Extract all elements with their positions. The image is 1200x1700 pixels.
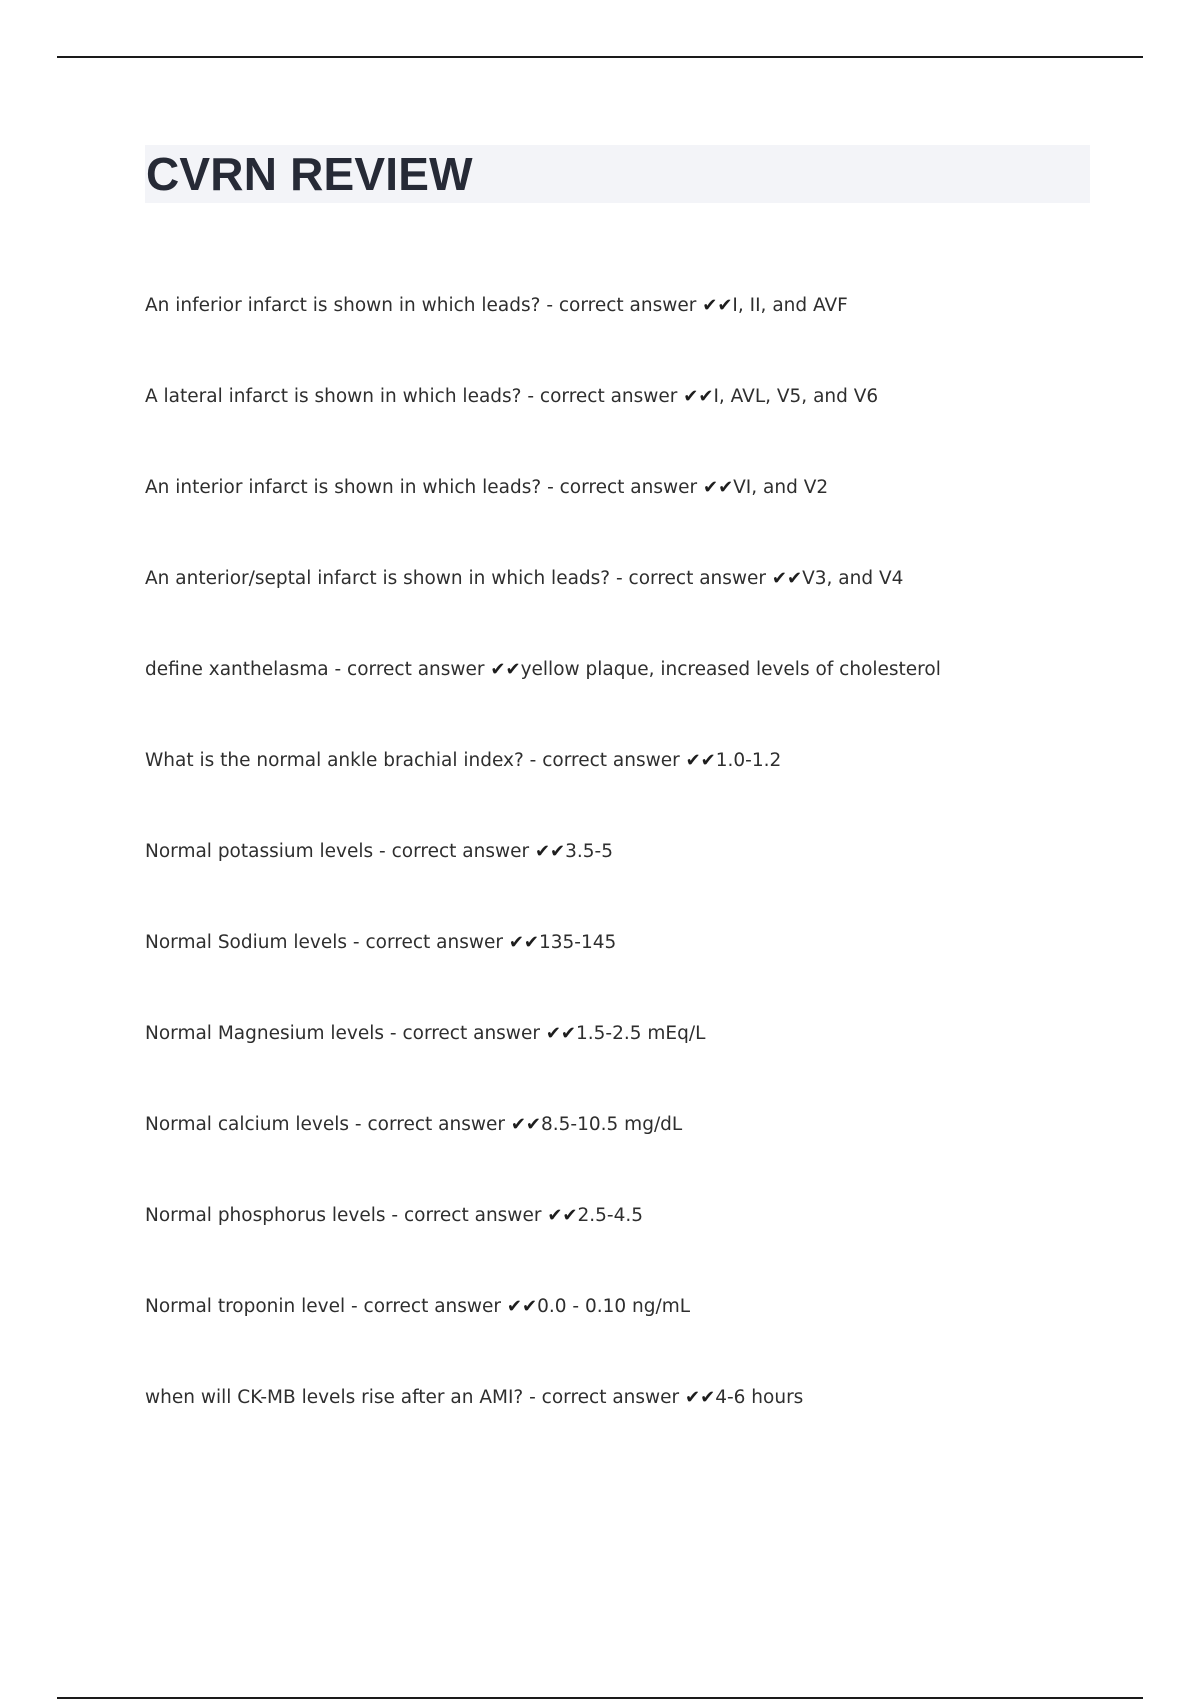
question-text: define xanthelasma [145,659,329,680]
double-check-icon: ✔✔ [702,477,734,498]
double-check-icon: ✔✔ [547,1205,578,1226]
qa-item [145,1383,1105,1474]
answer-text: 8.5-10.5 mg/dL [541,1114,683,1135]
answer-separator: - correct answer [384,1023,546,1044]
qa-item [145,1019,1105,1110]
double-check-icon: ✔✔ [506,1296,538,1317]
double-check-icon: ✔✔ [683,386,714,407]
qa-item [145,1292,1105,1383]
answer-text: 4-6 hours [715,1387,804,1408]
question-text: An anterior/septal infarct is shown in which leads? [145,568,611,589]
question-text: What is the normal ankle brachial index? [145,750,524,771]
qa-item [145,1110,1105,1201]
double-check-icon: ✔✔ [545,1023,576,1044]
answer-text: VI, and V2 [733,477,829,498]
double-check-icon: ✔✔ [510,1114,542,1135]
qa-list [145,291,1105,1474]
question-text: An inferior infarct is shown in which leads? [145,295,541,316]
double-check-icon: ✔✔ [771,568,803,589]
qa-item [145,382,1105,473]
title-band [145,145,1090,203]
answer-separator: - correct answer [345,1296,507,1317]
question-text: Normal calcium levels [145,1114,350,1135]
answer-separator: - correct answer [347,932,509,953]
question-text: when will CK-MB levels rise after an AMI? [145,1387,524,1408]
answer-text: 135-145 [539,932,617,953]
qa-item [145,928,1105,1019]
double-check-icon: ✔✔ [685,1387,716,1408]
double-check-icon: ✔✔ [508,932,539,953]
double-check-icon: ✔✔ [702,295,733,316]
answer-separator: - correct answer [541,477,703,498]
answer-separator: - correct answer [610,568,772,589]
qa-item [145,564,1105,655]
answer-text: I, II, and AVF [732,295,848,316]
bottom-divider [57,1697,1143,1699]
answer-text: 3.5-5 [565,841,613,862]
question-text: Normal Magnesium levels [145,1023,385,1044]
double-check-icon: ✔✔ [534,841,566,862]
qa-item [145,473,1105,564]
answer-separator: - correct answer [521,386,684,407]
answer-text: I, AVL, V5, and V6 [713,386,879,407]
answer-text: V3, and V4 [802,568,904,589]
question-text: A lateral infarct is shown in which leads? [145,386,522,407]
answer-text: yellow plaque, increased levels of cholesterol [520,659,941,680]
answer-text: 0.0 - 0.10 ng/mL [537,1296,691,1317]
qa-item [145,655,1105,746]
question-text: Normal potassium levels [145,841,374,862]
answer-text: 1.0-1.2 [715,750,782,771]
question-text: Normal troponin level [145,1296,346,1317]
answer-separator: - correct answer [373,841,535,862]
answer-separator: - correct answer [349,1114,511,1135]
answer-text: 2.5-4.5 [577,1205,644,1226]
document-title: CVRN REVIEW [146,148,473,200]
qa-item [145,1201,1105,1292]
qa-item [145,291,1105,382]
qa-item [145,746,1105,837]
answer-separator: - correct answer [523,1387,686,1408]
answer-separator: - correct answer [328,659,491,680]
double-check-icon: ✔✔ [685,750,716,771]
top-divider [57,56,1143,58]
double-check-icon: ✔✔ [490,659,521,680]
question-text: Normal phosphorus levels [145,1205,386,1226]
question-text: Normal Sodium levels [145,932,348,953]
question-text: An interior infarct is shown in which leads? [145,477,542,498]
answer-separator: - correct answer [523,750,686,771]
qa-item [145,837,1105,928]
answer-text: 1.5-2.5 mEq/L [575,1023,706,1044]
answer-separator: - correct answer [540,295,703,316]
answer-separator: - correct answer [385,1205,548,1226]
